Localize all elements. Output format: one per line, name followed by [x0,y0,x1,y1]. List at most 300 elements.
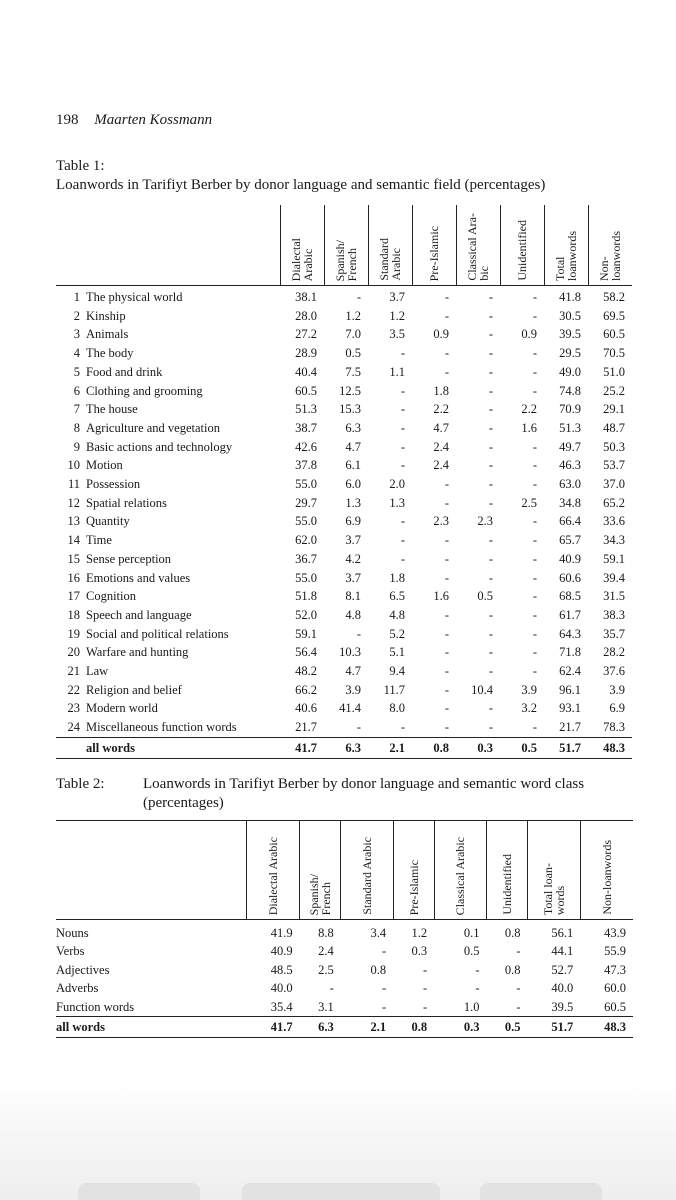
table2-body [56,920,633,1017]
table1-total-cell: 0.8 [412,737,456,758]
table-row [56,942,633,960]
table-cell: 1.8 [433,383,449,398]
table1-column-header [412,205,456,286]
toolbar-handle-right [480,1183,602,1200]
table-cell: 71.8 [559,645,581,660]
table-cell: 1.1 [389,364,405,379]
row-number: 4 [73,346,80,361]
table-cell: 61.7 [559,607,581,622]
table-cell: 29.5 [559,346,581,361]
semantic-field-name: Agriculture and vegetation [86,420,220,435]
row-number: 3 [73,327,80,342]
table-cell: 4.7 [345,664,361,679]
table-cell: 59.1 [295,626,317,641]
table-cell: 56.4 [295,645,317,660]
table-row [56,961,633,979]
toolbar-handle-center [242,1183,440,1200]
row-number: 19 [67,626,80,641]
table-cell: 1.0 [463,999,480,1014]
table-cell: 56.1 [551,926,574,940]
table-cell: 96.1 [559,682,581,697]
table-cell: 6.3 [345,420,361,435]
table1-column-header-label: Classical Ara- bic [465,213,491,281]
table2-total-label: all words [56,1017,247,1038]
table-row [56,587,632,606]
table-cell: - [516,944,521,959]
table-cell: 65.2 [603,495,625,510]
semantic-field-name: Cognition [86,589,137,604]
table-cell: 2.5 [318,962,334,977]
table-cell: - [488,570,493,585]
table-cell: - [444,364,449,379]
table1-column-header-label: Non- loanwords [597,231,624,281]
table1-column-header [368,205,412,286]
table-cell: 62.0 [295,533,317,548]
table2 [56,820,633,1038]
table-cell: - [400,346,405,361]
table-cell: 40.0 [270,981,293,996]
table-cell: 40.9 [270,944,293,959]
table-cell: - [400,458,405,473]
table1-header-row [56,205,632,286]
table1-column-header [588,205,632,286]
table-row [56,550,632,569]
table-cell: 74.8 [559,383,581,398]
table-cell: - [532,720,537,735]
table-cell: - [532,664,537,679]
table-cell: 51.3 [295,402,317,417]
table-cell: - [532,514,537,529]
row-number: 1 [73,290,80,304]
row-number: 24 [67,720,80,735]
word-class-name: Adverbs [56,981,99,996]
table-cell: 29.7 [295,495,317,510]
table-cell: - [488,383,493,398]
table-cell: 5.2 [389,626,405,641]
table-cell: 1.6 [521,420,537,435]
table-cell: 69.5 [603,308,625,323]
table-cell: 41.4 [339,701,361,716]
table2-total-cell: 0.5 [487,1017,528,1038]
table-cell: - [444,720,449,735]
table-cell: - [444,533,449,548]
table-cell: 2.0 [389,477,405,492]
row-number: 18 [67,607,80,622]
table-cell: 49.0 [559,364,581,379]
table-cell: - [444,664,449,679]
table1-total-cell: 41.7 [280,737,324,758]
table2-column-header [341,821,393,920]
table-cell: - [400,420,405,435]
table-cell: 28.2 [603,645,625,660]
semantic-field-name: Clothing and grooming [86,383,203,398]
row-number: 11 [67,477,80,492]
table-cell: 2.3 [477,514,493,529]
table-cell: 37.8 [295,458,317,473]
table-cell: 29.1 [603,402,625,417]
row-number: 5 [73,364,80,379]
row-number: 17 [67,589,80,604]
table-cell: 48.7 [603,420,625,435]
table-cell: - [400,720,405,735]
table-cell: 1.3 [345,495,361,510]
table-cell: 1.2 [411,926,428,940]
table-cell: 93.1 [559,701,581,716]
table-cell: - [444,290,449,304]
table2-column-header [300,821,341,920]
table-cell: 4.8 [389,607,405,622]
table-cell: - [488,495,493,510]
table-cell: 41.9 [270,926,293,940]
table-cell: - [532,570,537,585]
table-cell: 3.4 [370,926,387,940]
table-cell: 1.2 [389,308,405,323]
table-cell: 6.0 [345,477,361,492]
table-cell: 28.9 [295,346,317,361]
table-row [56,382,632,401]
table2-caption-label: Table 2: [56,776,105,792]
table-cell: - [400,551,405,566]
table-cell: - [381,944,387,959]
table-cell: 6.1 [345,458,361,473]
table-cell: 0.3 [411,944,428,959]
table2-column-header [247,821,300,920]
table-cell: 7.0 [345,327,361,342]
table1-column-header [500,205,544,286]
table-cell: 78.3 [603,720,625,735]
table-cell: 60.6 [559,570,581,585]
row-number: 20 [67,645,80,660]
table-cell: 0.1 [463,926,480,940]
table-cell: 0.9 [521,327,537,342]
table1-column-header [280,205,324,286]
table2-caption-title: Loanwords in Tarifiyt Berber by donor language and semantic word class (percentages) [143,776,585,811]
table1-column-header-label: Pre-Islamic [427,225,441,281]
semantic-field-name: Law [86,664,109,679]
table-cell: - [381,981,387,996]
table1-total-row [56,737,632,758]
row-number: 6 [73,383,80,398]
table-cell: - [532,533,537,548]
word-class-name: Nouns [56,926,89,940]
table-cell: 34.3 [603,533,625,548]
table2-header-row [56,821,633,920]
table2-column-header [580,821,633,920]
table-row [56,286,632,307]
table-cell: 1.8 [389,570,405,585]
table-cell: - [516,999,521,1014]
table-cell: - [444,682,449,697]
table-cell: 52.7 [551,962,574,977]
table-cell: 31.5 [603,589,625,604]
table-cell: 55.0 [295,477,317,492]
table1-caption [56,157,545,195]
table-cell: - [488,308,493,323]
table-row [56,512,632,531]
row-number: 9 [73,439,80,454]
table2-column-header-label: Non-loanwords [599,840,614,915]
table-cell: 2.5 [521,495,537,510]
table-cell: 53.7 [603,458,625,473]
table-cell: - [532,346,537,361]
table-cell: 49.7 [559,439,581,454]
table-cell: - [488,346,493,361]
table-cell: - [488,402,493,417]
table-cell: - [444,346,449,361]
table-cell: - [488,290,493,304]
table-cell: - [532,626,537,641]
table2-total-cell: 51.7 [528,1017,581,1038]
table-cell: - [356,626,361,641]
semantic-field-name: Possession [86,477,141,492]
table-cell: 10.4 [471,682,493,697]
table-cell: 55.0 [295,514,317,529]
table-cell: 6.5 [389,589,405,604]
table-cell: 2.2 [521,402,537,417]
table-cell: 3.7 [389,290,405,304]
table-cell: - [422,981,428,996]
table1-header-spacer [56,205,86,286]
table-cell: - [400,533,405,548]
table1-total-cell: 6.3 [324,737,368,758]
table-cell: 3.1 [318,999,334,1014]
table-row [56,606,632,625]
table2-column-header-label: Standard Arabic [359,837,374,915]
row-number: 14 [67,533,80,548]
table-cell: - [488,551,493,566]
table-cell: 51.8 [295,589,317,604]
semantic-field-name: Sense perception [86,551,172,566]
table-cell: - [444,551,449,566]
table-cell: 40.9 [559,551,581,566]
table-cell: - [532,439,537,454]
table-cell: - [488,477,493,492]
table-cell: - [400,402,405,417]
table-cell: 3.7 [345,570,361,585]
table-cell: 52.0 [295,607,317,622]
table2-column-header-label: Spanish/ French [307,873,334,915]
table2-column-header-label: Unidentified [500,854,515,915]
table-row [56,662,632,681]
semantic-field-name: Warfare and hunting [86,645,189,660]
table-cell: 5.1 [389,645,405,660]
semantic-field-name: Kinship [86,308,126,323]
table-row [56,363,632,382]
table1-column-header-label: Dialectal Arabic [289,237,315,281]
table-cell: 2.4 [433,458,449,473]
table-cell: 3.5 [389,327,405,342]
semantic-field-name: Motion [86,458,123,473]
table-cell: 12.5 [339,383,361,398]
table-row [56,718,632,737]
table-cell: 41.8 [559,290,581,304]
table-row [56,531,632,550]
table-cell: - [488,458,493,473]
table-cell: - [488,364,493,379]
table-cell: - [444,645,449,660]
table2-column-header-label: Dialectal Arabic [266,836,281,915]
table-cell: 6.9 [345,514,361,529]
table2-total-cell: 2.1 [341,1017,393,1038]
table-cell: 66.4 [559,514,581,529]
table-row [56,920,633,943]
table-cell: 47.3 [604,962,626,977]
table-cell: 42.6 [295,439,317,454]
table2-total-cell: 41.7 [247,1017,300,1038]
table2-header-spacer [56,821,247,920]
table-cell: 1.3 [389,495,405,510]
table-cell: 3.9 [345,682,361,697]
table-cell: - [400,514,405,529]
table-cell: - [422,999,428,1014]
table-row [56,419,632,438]
table1-total-cell: 0.5 [500,737,544,758]
table-row [56,307,632,326]
table1-column-header-label: Standard Arabic [377,238,403,281]
table-cell: - [532,589,537,604]
author-name: Maarten Kossmann [94,112,213,128]
table-cell: 66.2 [295,682,317,697]
semantic-field-name: Social and political relations [86,626,229,641]
table-cell: 36.7 [295,551,317,566]
table-cell: - [532,477,537,492]
table-cell: - [532,607,537,622]
table-row [56,569,632,588]
table-cell: - [381,999,387,1014]
table-cell: 50.3 [603,439,625,454]
table-cell: 2.2 [433,402,449,417]
table2-column-header [434,821,486,920]
table-cell: - [532,458,537,473]
row-number: 10 [67,458,80,473]
table2-total-cell: 6.3 [300,1017,341,1038]
row-number: 15 [67,551,80,566]
table-row [56,494,632,513]
table2-total-cell: 48.3 [580,1017,633,1038]
semantic-field-name: The house [86,402,138,417]
table-row [56,998,633,1017]
table-cell: - [488,607,493,622]
table-row [56,400,632,419]
table-cell: 4.2 [345,551,361,566]
table-cell: - [516,981,521,996]
table-cell: 35.7 [603,626,625,641]
table-cell: - [400,439,405,454]
table-cell: - [532,290,537,304]
table-cell: 3.2 [521,701,537,716]
toolbar-handle-left [78,1183,200,1200]
table-row [56,456,632,475]
table-cell: 0.5 [345,346,361,361]
table-cell: 9.4 [389,664,405,679]
table-cell: 35.4 [270,999,293,1014]
table-cell: 38.7 [295,420,317,435]
table-cell: 48.5 [270,962,293,977]
table-cell: - [475,981,480,996]
table-cell: 33.6 [603,514,625,529]
table-cell: - [444,477,449,492]
table-row [56,625,632,644]
table-cell: 1.2 [345,308,361,323]
table1-header-spacer [86,205,280,286]
table-cell: 70.9 [559,402,581,417]
table-cell: 60.5 [295,383,317,398]
table-cell: - [532,308,537,323]
table2-column-header [487,821,528,920]
table-cell: 43.9 [604,926,626,940]
table-cell: 44.1 [551,944,574,959]
table-cell: - [488,645,493,660]
table-cell: 55.0 [295,570,317,585]
table-cell: 38.3 [603,607,625,622]
row-number: 12 [67,495,80,510]
running-head [56,112,212,129]
table1-total-cell: 48.3 [588,737,632,758]
table-cell: 6.9 [609,701,625,716]
table-row [56,438,632,457]
table-cell: - [488,664,493,679]
table-cell: 51.3 [559,420,581,435]
word-class-name: Adjectives [56,962,110,977]
table-cell: 60.0 [604,981,626,996]
table-cell: 60.5 [603,327,625,342]
table-cell: 46.3 [559,458,581,473]
table-cell: 1.6 [433,589,449,604]
page-number: 198 [56,112,79,128]
table-cell: 3.7 [345,533,361,548]
table-cell: 0.5 [477,589,493,604]
table-cell: - [488,720,493,735]
table-row [56,643,632,662]
table-cell: 11.7 [383,682,405,697]
table1-column-header [456,205,500,286]
table-cell: 58.2 [603,290,625,304]
table-cell: - [444,308,449,323]
table-cell: - [475,962,480,977]
table-cell: - [356,290,361,304]
semantic-field-name: Miscellaneous function words [86,720,237,735]
table-cell: 63.0 [559,477,581,492]
table-row [56,699,632,718]
table-cell: 2.4 [433,439,449,454]
table-cell: 70.5 [603,346,625,361]
semantic-field-name: Food and drink [86,364,163,379]
semantic-field-name: Time [86,533,112,548]
semantic-field-name: Religion and belief [86,682,182,697]
table-cell: 62.4 [559,664,581,679]
table-cell: 8.8 [318,926,334,940]
table-cell: 0.8 [370,962,387,977]
table-cell: 0.9 [433,327,449,342]
table-cell: - [532,364,537,379]
table-cell: - [532,645,537,660]
table-row [56,979,633,997]
table-cell: 51.0 [603,364,625,379]
table1-total-label: all words [56,737,280,758]
table1-column-header [324,205,368,286]
table-cell: 3.9 [609,682,625,697]
semantic-field-name: Spatial relations [86,495,167,510]
row-number: 22 [67,682,80,697]
table-cell: - [488,701,493,716]
table-cell: 39.4 [603,570,625,585]
table-cell: - [444,701,449,716]
table-cell: - [444,626,449,641]
table-cell: 21.7 [295,720,317,735]
table-cell: 4.7 [433,420,449,435]
table-row [56,344,632,363]
table-cell: - [444,495,449,510]
